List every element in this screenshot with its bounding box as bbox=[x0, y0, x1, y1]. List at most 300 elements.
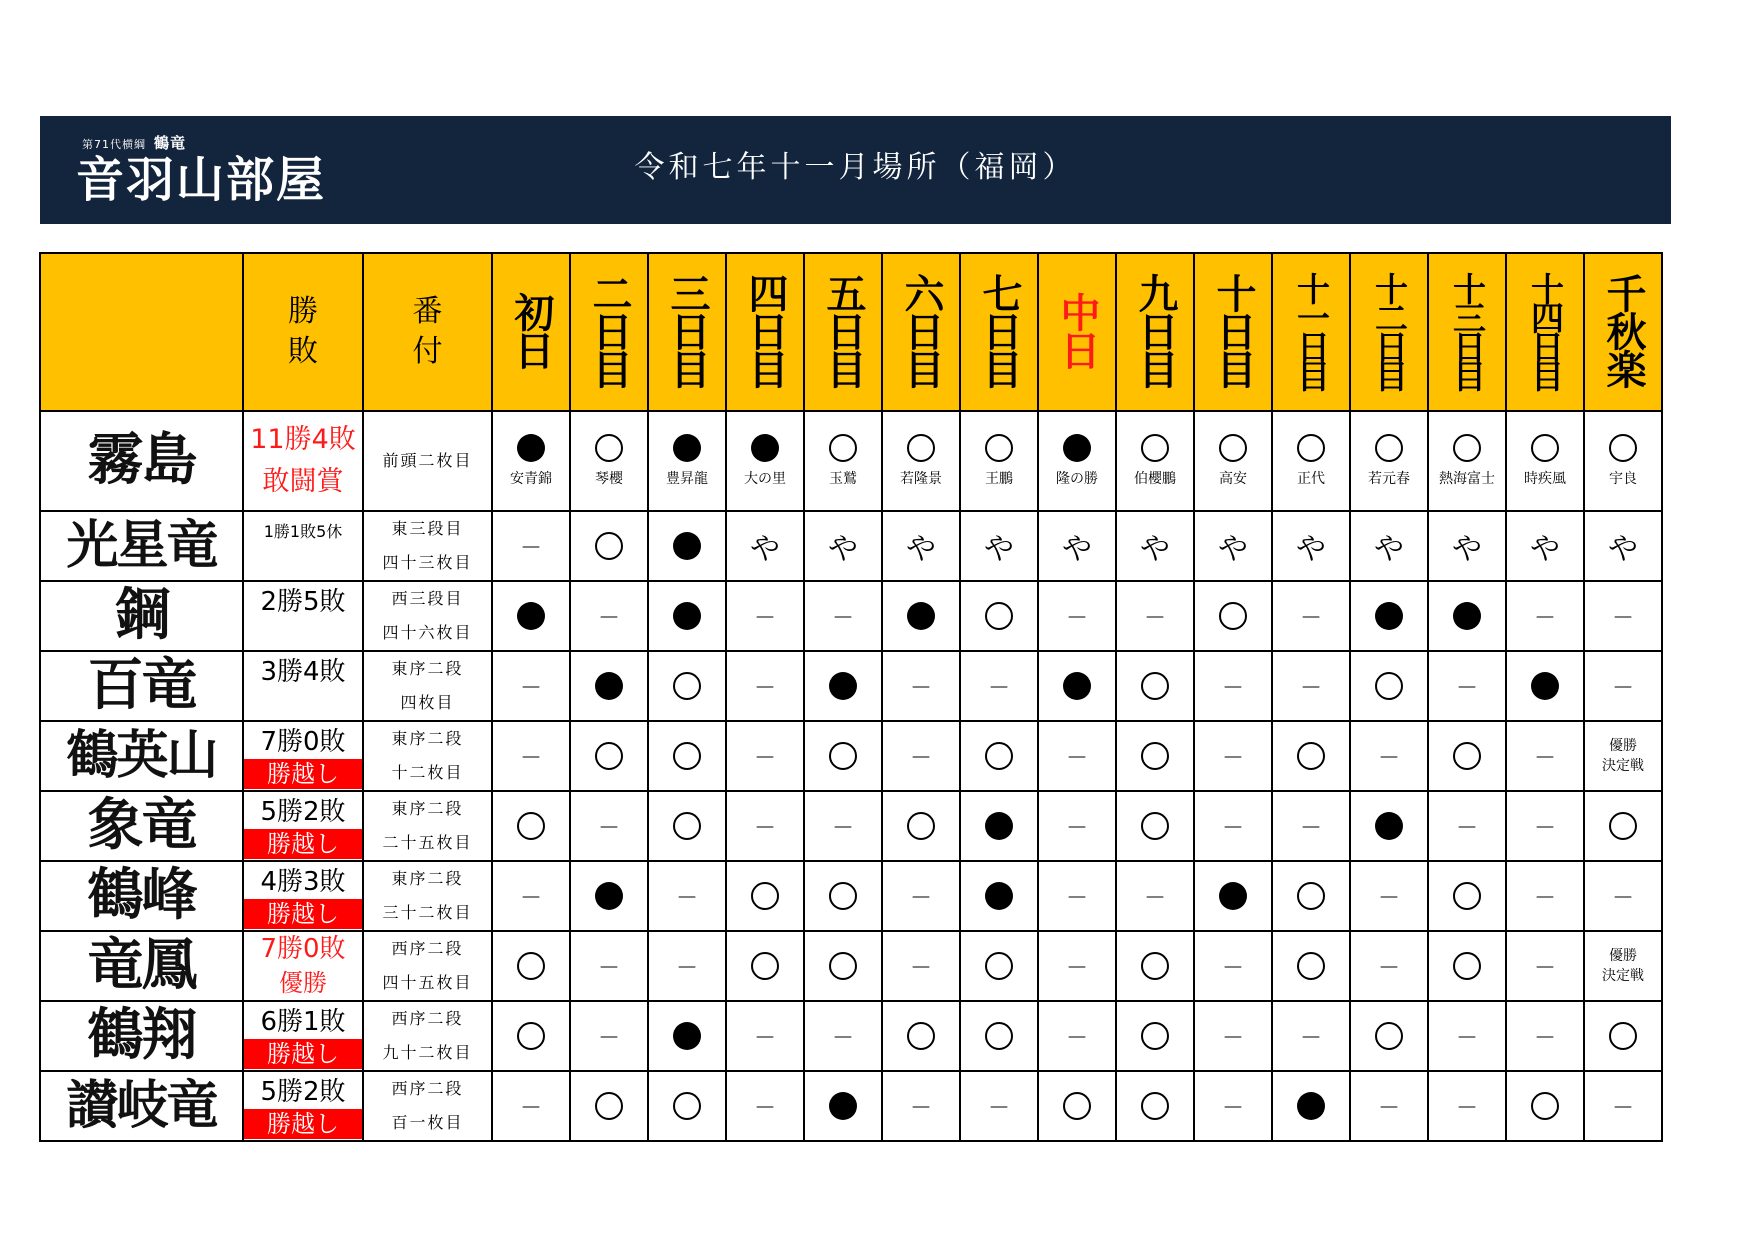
playoff-label: 優勝 決定戦 bbox=[1602, 948, 1644, 984]
result-cell bbox=[1350, 721, 1428, 791]
wrestler-name-cell bbox=[40, 511, 243, 581]
result-cell bbox=[960, 861, 1038, 931]
no-bout-mark: － bbox=[909, 885, 932, 911]
day-header bbox=[1428, 253, 1506, 411]
loss-mark bbox=[1375, 812, 1403, 840]
no-bout-mark: － bbox=[1533, 885, 1556, 911]
loss-mark bbox=[1297, 1092, 1325, 1120]
win-mark bbox=[1141, 434, 1169, 462]
result-cell bbox=[492, 651, 570, 721]
result-cell bbox=[804, 651, 882, 721]
win-mark bbox=[1297, 434, 1325, 462]
result-cell bbox=[1038, 861, 1116, 931]
result-cell bbox=[1428, 651, 1506, 721]
result-cell bbox=[960, 721, 1038, 791]
loss-mark bbox=[829, 672, 857, 700]
no-bout-mark: － bbox=[1065, 955, 1088, 981]
rank-cell bbox=[363, 721, 492, 791]
absent-mark: や bbox=[1530, 532, 1560, 567]
result-cell bbox=[960, 1001, 1038, 1071]
win-mark bbox=[829, 742, 857, 770]
wrestler-name: 百竜 bbox=[87, 653, 196, 718]
day-header bbox=[1506, 253, 1584, 411]
tournament-title: 令和七年十一月場所（福岡） bbox=[634, 150, 1077, 185]
no-bout-mark: － bbox=[519, 535, 542, 561]
result-cell bbox=[1350, 651, 1428, 721]
no-bout-mark: － bbox=[1221, 815, 1244, 841]
no-bout-mark: － bbox=[1533, 605, 1556, 631]
result-cell bbox=[570, 931, 648, 1001]
day-header bbox=[1350, 253, 1428, 411]
no-bout-mark: － bbox=[1065, 745, 1088, 771]
win-mark bbox=[1141, 1092, 1169, 1120]
no-bout-mark: － bbox=[1221, 1095, 1244, 1121]
result-cell bbox=[726, 1071, 804, 1141]
wrestler-name-cell bbox=[40, 791, 243, 861]
absent-mark: や bbox=[1218, 532, 1248, 567]
wrestler-name: 象竜 bbox=[87, 793, 196, 858]
no-bout-mark: － bbox=[675, 885, 698, 911]
no-bout-mark: － bbox=[1377, 885, 1400, 911]
result-cell bbox=[1350, 931, 1428, 1001]
result-cell bbox=[882, 721, 960, 791]
wrestler-name: 讃岐竜 bbox=[66, 1076, 217, 1136]
loss-mark bbox=[1063, 434, 1091, 462]
result-cell bbox=[1194, 581, 1272, 651]
result-cell bbox=[1194, 511, 1272, 581]
result-cell bbox=[882, 791, 960, 861]
result-cell bbox=[804, 581, 882, 651]
wrestler-name: 鶴英山 bbox=[66, 726, 217, 786]
day-label: 四日目 bbox=[742, 273, 788, 387]
absent-mark: や bbox=[828, 532, 858, 567]
yokozuna-mark: 鶴竜 bbox=[154, 134, 187, 152]
win-mark bbox=[907, 434, 935, 462]
result-cell bbox=[1428, 581, 1506, 651]
rank-cell bbox=[363, 411, 492, 511]
result-cell bbox=[1116, 511, 1194, 581]
rank-line-1: 東序二段 bbox=[391, 729, 464, 748]
kachikoshi-badge: 勝越し bbox=[243, 1109, 363, 1139]
win-mark bbox=[1453, 882, 1481, 910]
win-mark bbox=[1063, 1092, 1091, 1120]
result-cell bbox=[1116, 1001, 1194, 1071]
result-cell bbox=[492, 861, 570, 931]
results-body bbox=[40, 411, 1662, 1141]
win-mark bbox=[673, 1092, 701, 1120]
result-cell bbox=[570, 1001, 648, 1071]
absent-mark: や bbox=[1374, 532, 1404, 567]
no-bout-mark: － bbox=[1143, 605, 1166, 631]
result-cell bbox=[882, 511, 960, 581]
record-text: 4勝3敗 bbox=[260, 866, 346, 897]
rank-line-1: 東序二段 bbox=[391, 659, 464, 678]
result-cell bbox=[1194, 651, 1272, 721]
rank-cell bbox=[363, 1001, 492, 1071]
result-cell bbox=[570, 581, 648, 651]
record-spacer bbox=[243, 549, 363, 579]
result-cell bbox=[492, 511, 570, 581]
wrestler-name-cell bbox=[40, 1071, 243, 1141]
result-cell bbox=[570, 651, 648, 721]
result-cell bbox=[1584, 581, 1662, 651]
wrestler-name-cell bbox=[40, 651, 243, 721]
result-cell bbox=[1116, 931, 1194, 1001]
record-text: 3勝4敗 bbox=[260, 656, 346, 687]
no-bout-mark: － bbox=[1611, 605, 1634, 631]
day-label: 五日目 bbox=[820, 273, 866, 387]
wrestler-row bbox=[40, 651, 1662, 721]
win-mark bbox=[595, 1092, 623, 1120]
result-cell bbox=[1428, 861, 1506, 931]
wrestler-name-cell bbox=[40, 1001, 243, 1071]
kachikoshi-badge: 勝越し bbox=[243, 1039, 363, 1069]
result-cell bbox=[960, 1071, 1038, 1141]
wrestler-name-cell bbox=[40, 411, 243, 511]
result-cell bbox=[570, 411, 648, 511]
rank-line-2: 四十六枚目 bbox=[382, 623, 473, 642]
no-bout-mark: － bbox=[1299, 1025, 1322, 1051]
no-bout-mark: － bbox=[753, 745, 776, 771]
loss-mark bbox=[595, 882, 623, 910]
no-bout-mark: － bbox=[1455, 1095, 1478, 1121]
win-mark bbox=[1297, 742, 1325, 770]
rank-line-2: 百一枚目 bbox=[391, 1113, 464, 1132]
record-cell bbox=[243, 931, 363, 1001]
award-text: 敢闘賞 bbox=[262, 466, 344, 497]
no-bout-mark: － bbox=[1533, 815, 1556, 841]
result-cell bbox=[726, 511, 804, 581]
rank-cell bbox=[363, 861, 492, 931]
rank-cell bbox=[363, 581, 492, 651]
result-cell bbox=[570, 861, 648, 931]
result-cell bbox=[648, 931, 726, 1001]
result-cell bbox=[570, 1071, 648, 1141]
result-cell bbox=[648, 581, 726, 651]
loss-mark bbox=[1063, 672, 1091, 700]
result-cell bbox=[882, 1001, 960, 1071]
no-bout-mark: － bbox=[753, 605, 776, 631]
stable-logo: 音羽山部屋 bbox=[76, 152, 327, 208]
record-text: 11勝4敗 bbox=[250, 424, 356, 455]
result-cell bbox=[1350, 1001, 1428, 1071]
loss-mark bbox=[985, 882, 1013, 910]
day-header bbox=[1116, 253, 1194, 411]
rank-line-2: 九十二枚目 bbox=[382, 1043, 473, 1062]
rank-line-2: 二十五枚目 bbox=[382, 833, 473, 852]
result-cell bbox=[726, 861, 804, 931]
result-cell bbox=[804, 791, 882, 861]
result-cell bbox=[804, 931, 882, 1001]
wrestler-row bbox=[40, 511, 1662, 581]
no-bout-mark: － bbox=[1455, 815, 1478, 841]
day-label: 六日目 bbox=[898, 273, 944, 387]
header-banner bbox=[40, 116, 1671, 224]
no-bout-mark: － bbox=[1065, 815, 1088, 841]
win-mark bbox=[1141, 812, 1169, 840]
header-name-cell bbox=[40, 253, 243, 411]
result-cell bbox=[492, 411, 570, 511]
no-bout-mark: － bbox=[831, 605, 854, 631]
result-cell bbox=[882, 651, 960, 721]
win-mark bbox=[751, 952, 779, 980]
result-cell bbox=[1116, 1071, 1194, 1141]
loss-mark bbox=[1375, 602, 1403, 630]
result-cell bbox=[1584, 931, 1662, 1001]
header-rank-label: 番 付 bbox=[412, 294, 443, 369]
rank-line-2: 四十三枚目 bbox=[382, 553, 473, 572]
opponent-name: 安青錦 bbox=[510, 471, 552, 487]
header-row bbox=[40, 253, 1662, 411]
playoff-label: 優勝 決定戦 bbox=[1602, 738, 1644, 774]
win-mark bbox=[1531, 434, 1559, 462]
wrestler-row bbox=[40, 411, 1662, 511]
result-cell bbox=[726, 931, 804, 1001]
record-text: 2勝5敗 bbox=[260, 586, 346, 617]
absent-mark: や bbox=[1452, 532, 1482, 567]
no-bout-mark: － bbox=[1143, 885, 1166, 911]
wrestler-name: 鶴峰 bbox=[87, 863, 196, 928]
result-cell bbox=[726, 721, 804, 791]
no-bout-mark: － bbox=[1377, 745, 1400, 771]
win-mark bbox=[985, 434, 1013, 462]
no-bout-mark: － bbox=[597, 955, 620, 981]
win-mark bbox=[1141, 1022, 1169, 1050]
result-cell bbox=[960, 931, 1038, 1001]
win-mark bbox=[985, 1022, 1013, 1050]
no-bout-mark: － bbox=[1221, 675, 1244, 701]
day-header bbox=[882, 253, 960, 411]
loss-mark bbox=[751, 434, 779, 462]
no-bout-mark: － bbox=[675, 955, 698, 981]
result-cell bbox=[1584, 791, 1662, 861]
no-bout-mark: － bbox=[519, 745, 542, 771]
no-bout-mark: － bbox=[1221, 955, 1244, 981]
result-cell bbox=[1506, 411, 1584, 511]
result-cell bbox=[1584, 511, 1662, 581]
rank-line-1: 西三段目 bbox=[391, 589, 464, 608]
result-cell bbox=[1116, 791, 1194, 861]
result-cell bbox=[1506, 1071, 1584, 1141]
rank-cell bbox=[363, 931, 492, 1001]
absent-mark: や bbox=[1608, 532, 1638, 567]
wrestler-name-cell bbox=[40, 931, 243, 1001]
result-cell bbox=[1350, 861, 1428, 931]
record-cell bbox=[243, 1001, 363, 1071]
loss-mark bbox=[517, 602, 545, 630]
kachikoshi-badge: 勝越し bbox=[243, 899, 363, 929]
result-cell bbox=[1038, 1001, 1116, 1071]
result-cell bbox=[882, 861, 960, 931]
loss-mark bbox=[985, 812, 1013, 840]
result-cell bbox=[1194, 411, 1272, 511]
result-cell bbox=[1038, 931, 1116, 1001]
rank-cell bbox=[363, 511, 492, 581]
record-cell bbox=[243, 1071, 363, 1141]
no-bout-mark: － bbox=[1377, 1095, 1400, 1121]
result-cell bbox=[1428, 1071, 1506, 1141]
result-cell bbox=[648, 651, 726, 721]
no-bout-mark: － bbox=[597, 605, 620, 631]
no-bout-mark: － bbox=[1221, 1025, 1244, 1051]
result-cell bbox=[882, 931, 960, 1001]
opponent-name: 高安 bbox=[1219, 471, 1247, 487]
no-bout-mark: － bbox=[1611, 885, 1634, 911]
win-mark bbox=[985, 602, 1013, 630]
record-text: 6勝1敗 bbox=[260, 1006, 346, 1037]
result-cell bbox=[1428, 411, 1506, 511]
wrestler-row bbox=[40, 861, 1662, 931]
win-mark bbox=[517, 952, 545, 980]
win-mark bbox=[1453, 434, 1481, 462]
wrestler-row bbox=[40, 931, 1662, 1001]
win-mark bbox=[1453, 742, 1481, 770]
opponent-name: 隆の勝 bbox=[1056, 471, 1098, 487]
result-cell bbox=[960, 791, 1038, 861]
opponent-name: 正代 bbox=[1297, 471, 1325, 487]
no-bout-mark: － bbox=[597, 1025, 620, 1051]
wrestler-row bbox=[40, 791, 1662, 861]
win-mark bbox=[907, 1022, 935, 1050]
win-mark bbox=[1219, 602, 1247, 630]
win-mark bbox=[751, 882, 779, 910]
opponent-name: 時疾風 bbox=[1524, 471, 1566, 487]
wrestler-name-cell bbox=[40, 581, 243, 651]
result-cell bbox=[1272, 581, 1350, 651]
day-header bbox=[1194, 253, 1272, 411]
rank-cell bbox=[363, 791, 492, 861]
record-text: 1勝1敗5休 bbox=[263, 521, 343, 541]
result-cell bbox=[1116, 581, 1194, 651]
rank-line-1: 東序二段 bbox=[391, 799, 464, 818]
kachikoshi-badge: 勝越し bbox=[243, 759, 363, 789]
result-cell bbox=[1272, 1001, 1350, 1071]
no-bout-mark: － bbox=[1299, 675, 1322, 701]
opponent-name: 琴櫻 bbox=[595, 471, 623, 487]
win-mark bbox=[829, 882, 857, 910]
win-mark bbox=[595, 532, 623, 560]
record-text: 5勝2敗 bbox=[260, 1076, 346, 1107]
result-cell bbox=[804, 411, 882, 511]
wrestler-name: 竜鳳 bbox=[87, 933, 196, 998]
result-cell bbox=[570, 511, 648, 581]
record-spacer bbox=[243, 619, 363, 649]
result-cell bbox=[1038, 651, 1116, 721]
loss-mark bbox=[517, 434, 545, 462]
no-bout-mark: － bbox=[987, 1095, 1010, 1121]
win-mark bbox=[1141, 952, 1169, 980]
no-bout-mark: － bbox=[831, 1025, 854, 1051]
wrestler-row bbox=[40, 721, 1662, 791]
day-label: 十四日目 bbox=[1526, 272, 1565, 388]
no-bout-mark: － bbox=[1221, 745, 1244, 771]
result-cell bbox=[1584, 651, 1662, 721]
result-cell bbox=[1038, 511, 1116, 581]
result-cell bbox=[1584, 861, 1662, 931]
result-cell bbox=[1194, 861, 1272, 931]
result-cell bbox=[648, 1071, 726, 1141]
day-label: 十三日目 bbox=[1448, 272, 1487, 388]
record-cell bbox=[243, 511, 363, 581]
result-cell bbox=[492, 791, 570, 861]
rank-line-1: 西序二段 bbox=[391, 939, 464, 958]
wrestler-row bbox=[40, 1071, 1662, 1141]
opponent-name: 玉鷲 bbox=[829, 471, 857, 487]
result-cell bbox=[726, 651, 804, 721]
loss-mark bbox=[1219, 882, 1247, 910]
day-header bbox=[570, 253, 648, 411]
win-mark bbox=[673, 672, 701, 700]
loss-mark bbox=[673, 434, 701, 462]
win-mark bbox=[1375, 672, 1403, 700]
win-mark bbox=[1531, 1092, 1559, 1120]
result-cell bbox=[1350, 1071, 1428, 1141]
result-cell bbox=[1506, 511, 1584, 581]
day-label: 七日目 bbox=[976, 273, 1022, 387]
result-cell bbox=[1506, 931, 1584, 1001]
rank-line-2: 三十二枚目 bbox=[382, 903, 473, 922]
result-cell bbox=[960, 651, 1038, 721]
no-bout-mark: － bbox=[909, 955, 932, 981]
result-cell bbox=[1194, 1071, 1272, 1141]
record-cell bbox=[243, 791, 363, 861]
win-mark bbox=[829, 434, 857, 462]
rank-line-2: 四枚目 bbox=[400, 693, 455, 712]
win-mark bbox=[1609, 1022, 1637, 1050]
result-cell bbox=[1038, 721, 1116, 791]
no-bout-mark: － bbox=[1065, 605, 1088, 631]
day-header bbox=[960, 253, 1038, 411]
result-cell bbox=[1038, 791, 1116, 861]
result-cell bbox=[1038, 1071, 1116, 1141]
win-mark bbox=[1297, 952, 1325, 980]
day-label: 初日 bbox=[508, 292, 554, 368]
record-text: 7勝0敗 bbox=[260, 726, 346, 757]
loss-mark bbox=[595, 672, 623, 700]
win-mark bbox=[517, 1022, 545, 1050]
no-bout-mark: － bbox=[753, 1025, 776, 1051]
win-mark bbox=[985, 952, 1013, 980]
day-header bbox=[1038, 253, 1116, 411]
record-cell bbox=[243, 651, 363, 721]
result-cell bbox=[882, 581, 960, 651]
no-bout-mark: － bbox=[1377, 955, 1400, 981]
rank-line-1: 西序二段 bbox=[391, 1009, 464, 1028]
day-label: 十日目 bbox=[1210, 273, 1256, 387]
result-cell bbox=[492, 931, 570, 1001]
result-cell bbox=[648, 1001, 726, 1071]
result-cell bbox=[1428, 931, 1506, 1001]
rank-line-2: 十二枚目 bbox=[391, 763, 464, 782]
result-cell bbox=[1350, 581, 1428, 651]
wrestler-name: 鋼 bbox=[114, 583, 169, 648]
no-bout-mark: － bbox=[519, 885, 542, 911]
win-mark bbox=[1609, 434, 1637, 462]
result-cell bbox=[1272, 411, 1350, 511]
result-cell bbox=[1584, 1071, 1662, 1141]
rank-line-1: 東三段目 bbox=[391, 519, 464, 538]
absent-mark: や bbox=[984, 532, 1014, 567]
absent-mark: や bbox=[1062, 532, 1092, 567]
result-cell bbox=[1506, 1001, 1584, 1071]
wrestler-name: 鶴翔 bbox=[87, 1003, 196, 1068]
result-cell bbox=[570, 791, 648, 861]
loss-mark bbox=[907, 602, 935, 630]
day-label: 中日 bbox=[1054, 292, 1100, 368]
loss-mark bbox=[673, 602, 701, 630]
result-cell bbox=[1116, 861, 1194, 931]
day-header bbox=[492, 253, 570, 411]
